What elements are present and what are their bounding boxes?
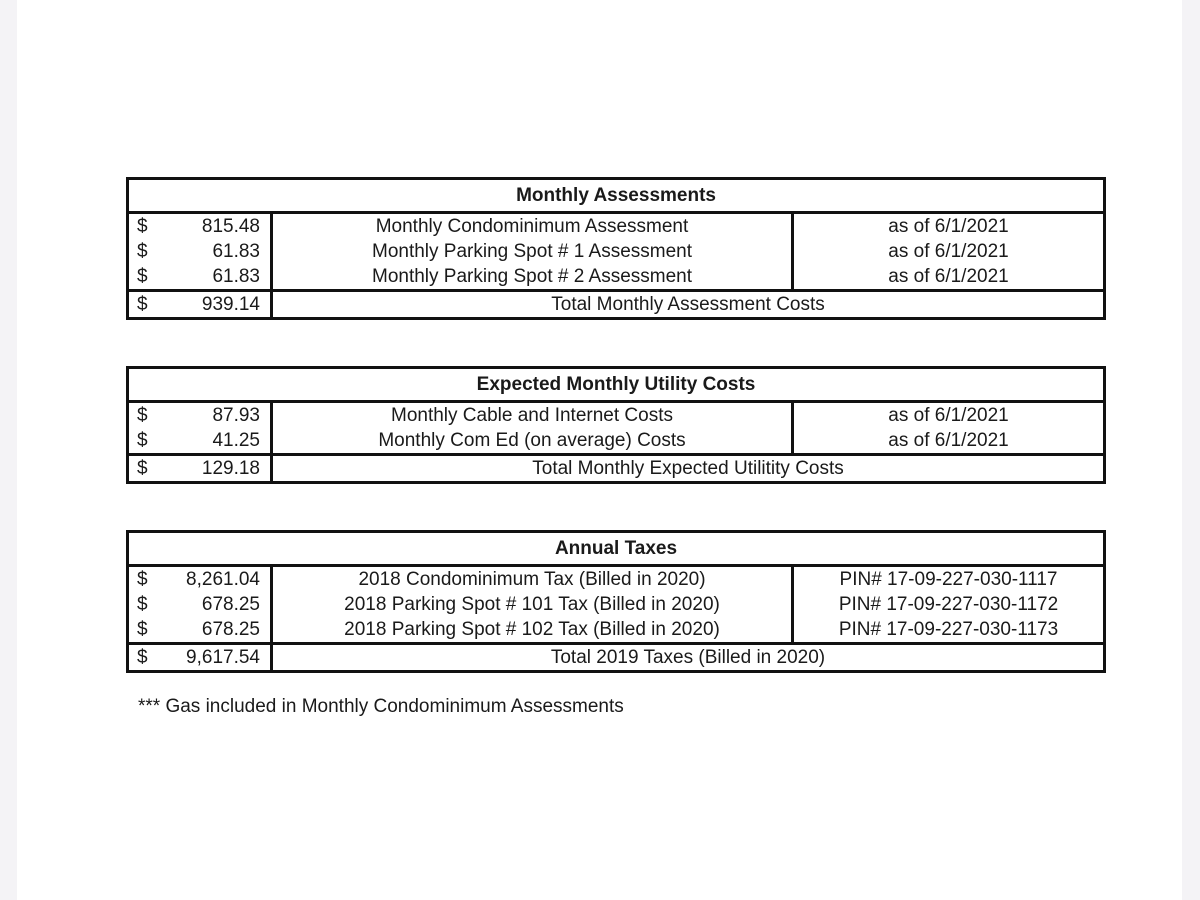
currency-symbol: $ (128, 455, 162, 483)
table-title: Monthly Assessments (128, 179, 1105, 213)
description-cell: 2018 Parking Spot # 101 Tax (Billed in 2020) (272, 592, 793, 617)
description-cell: 2018 Parking Spot # 102 Tax (Billed in 2020) (272, 617, 793, 644)
total-amount: 9,617.54 (162, 644, 272, 672)
footnote: *** Gas included in Monthly Condominimum Assessments (138, 696, 624, 717)
note-cell: as of 6/1/2021 (888, 241, 1009, 262)
table-row (128, 566, 1105, 593)
description-cell: Monthly Parking Spot # 1 Assessment (272, 239, 793, 264)
table-title: Annual Taxes (128, 532, 1105, 566)
total-row (128, 291, 1105, 319)
total-row (128, 644, 1105, 672)
currency-symbol: $ (128, 291, 162, 319)
currency-symbol: $ (137, 430, 148, 451)
table-title-row (128, 179, 1105, 213)
description-cell: 2018 Condominimum Tax (Billed in 2020) (272, 566, 793, 593)
description-cell: Monthly Parking Spot # 2 Assessment (272, 264, 793, 291)
pin-cell: PIN# 17-09-227-030-1117 (839, 569, 1058, 590)
description-cell: Monthly Condominimum Assessment (272, 213, 793, 240)
amount-cell: 87.93 (162, 402, 272, 429)
table-row (128, 264, 1105, 291)
amount-cell: 61.83 (162, 239, 272, 264)
description-cell: Monthly Cable and Internet Costs (272, 402, 793, 429)
total-row (128, 455, 1105, 483)
table-row (128, 428, 1105, 455)
pin-cell: PIN# 17-09-227-030-1173 (838, 619, 1059, 640)
note-cell: as of 6/1/2021 (888, 405, 1009, 426)
currency-symbol: $ (137, 405, 148, 426)
table-title: Expected Monthly Utility Costs (128, 368, 1105, 402)
document-page (17, 0, 1182, 900)
total-label: Total Monthly Assessment Costs (272, 291, 1105, 319)
table-title-row (128, 368, 1105, 402)
table-row (128, 617, 1105, 644)
pin-cell: PIN# 17-09-227-030-1172 (838, 594, 1059, 615)
table-row (128, 239, 1105, 264)
note-cell: as of 6/1/2021 (888, 430, 1009, 451)
monthly-assessments-table (126, 177, 1106, 320)
description-cell: Monthly Com Ed (on average) Costs (272, 428, 793, 455)
amount-cell: 815.48 (162, 213, 272, 240)
amount-cell: 41.25 (162, 428, 272, 455)
table-row (128, 213, 1105, 240)
currency-symbol: $ (137, 594, 148, 615)
currency-symbol: $ (128, 644, 162, 672)
amount-cell: 678.25 (162, 617, 272, 644)
annual-taxes-table (126, 530, 1106, 673)
table-row (128, 402, 1105, 429)
amount-cell: 61.83 (162, 264, 272, 291)
currency-symbol: $ (137, 216, 148, 237)
currency-symbol: $ (137, 569, 148, 590)
amount-cell: 8,261.04 (162, 566, 272, 593)
total-amount: 939.14 (162, 291, 272, 319)
currency-symbol: $ (137, 241, 148, 262)
total-label: Total Monthly Expected Utilitity Costs (272, 455, 1105, 483)
note-cell: as of 6/1/2021 (888, 266, 1009, 287)
total-amount: 129.18 (162, 455, 272, 483)
currency-symbol: $ (137, 619, 148, 640)
utility-costs-table (126, 366, 1106, 484)
note-cell: as of 6/1/2021 (888, 216, 1009, 237)
table-row (128, 592, 1105, 617)
currency-symbol: $ (137, 266, 148, 287)
total-label: Total 2019 Taxes (Billed in 2020) (272, 644, 1105, 672)
amount-cell: 678.25 (162, 592, 272, 617)
table-title-row (128, 532, 1105, 566)
